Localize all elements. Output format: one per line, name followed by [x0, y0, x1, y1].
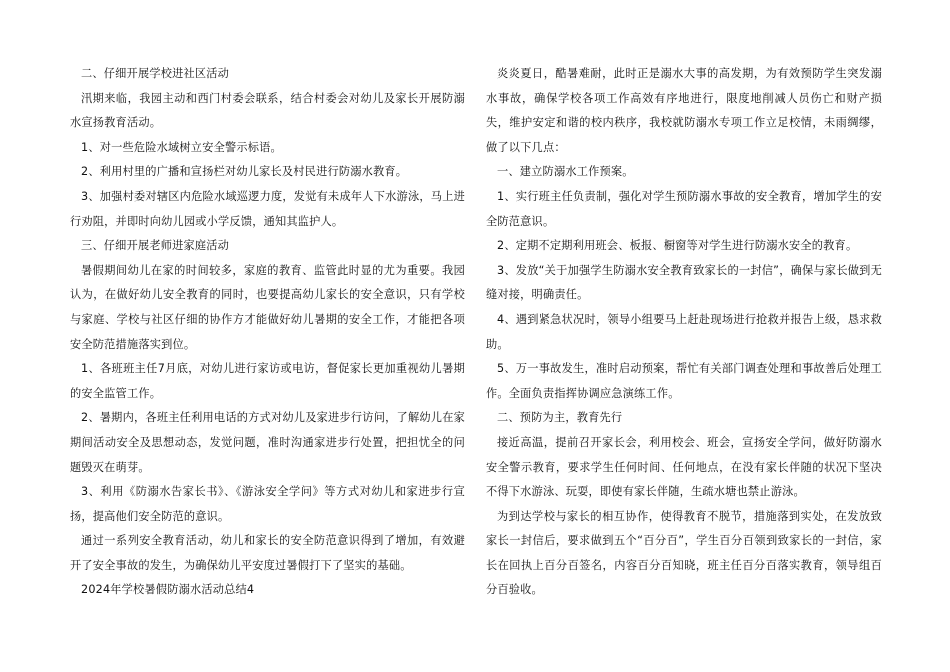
paragraph: 炎炎夏日，酷暑难耐，此时正是溺水大事的高发期，为有效预防学生突发溺水事故，确保学校各项工作高效有序地进行，限度地削减人员伤亡和财产损失，维护安定和谐的校内秩序，我校就防溺水专项工作立足校情，未雨绸缪，做了以下几点： [486, 67, 882, 154]
list-item: 1、对一些危险水域树立安全警示标语。 [81, 140, 282, 154]
list-item: 3、发放“关于加强学生防溺水安全教育致家长的一封信”，确保与家长做到无缝对接，明确责任。 [486, 263, 882, 302]
right-column [486, 62, 882, 603]
list-item: 3、利用《防溺水告家长书》、《游泳安全学问》等方式对幼儿和家进步行宣扬，提高他们安全防范的意识。 [70, 485, 465, 523]
document-title-4: 2024年学校暑假防溺水活动总结4 [81, 583, 255, 597]
list-item: 1、实行班主任负责制，强化对学生预防溺水事故的安全教育，增加学生的安全防范意识。 [486, 189, 882, 228]
left-column [70, 62, 465, 603]
section-heading-home-visit: 三、仔细开展老师进家庭活动 [81, 239, 230, 253]
list-item: 2、利用村里的广播和宣扬栏对幼儿家长及村民进行防溺水教育。 [81, 165, 408, 179]
paragraph: 通过一系列安全教育活动，幼儿和家长的安全防范意识得到了增加，有效避开了安全事故的发生，为确保幼儿平安度过暑假打下了坚实的基础。 [70, 534, 465, 572]
list-item: 2、定期不定期利用班会、板报、橱窗等对学生进行防溺水安全的教育。 [497, 239, 858, 253]
list-item: 3、加强村委对辖区内危险水域巡逻力度，发觉有未成年人下水游泳，马上进行劝阻，并即时向幼儿园或小学反馈，通知其监护人。 [70, 189, 465, 228]
list-item: 5、万一事故发生，准时启动预案，帮忙有关部门调查处理和事故善后处理工作。全面负责指挥协调应急演练工作。 [486, 362, 882, 400]
section-heading-community: 二、仔细开展学校进社区活动 [81, 67, 230, 80]
paragraph: 为到达学校与家长的相互协作，使得教育不脱节，措施落到实处，在发放致家长一封信后，要求做到五个“百分百”，学生百分百领到致家长的一封信，家长在回执上百分百签名，内容百分百知晓，班主任百分百落实教育，领导组百分百验收。 [486, 509, 882, 597]
list-item: 4、遇到紧急状况时，领导小组要马上赶赴现场进行抢救并报告上级，恳求救助。 [486, 312, 882, 351]
list-item: 2、暑期内，各班主任利用电话的方式对幼儿及家进步行访问，了解幼儿在家期间活动安全及思想动态，发觉问题，准时沟通家进步行处置，把担忧全的问题毁灭在萌芽。 [70, 411, 465, 474]
section-heading-plan: 一、建立防溺水工作预案。 [497, 165, 634, 179]
paragraph: 接近高温，提前召开家长会，利用校会、班会，宣扬安全学问，做好防溺水安全警示教育，要求学生任何时间、任何地点，在没有家长伴随的状况下坚决不得下水游泳、玩耍，即使有家长伴随，生疏水塘也禁止游泳。 [486, 435, 882, 499]
paragraph: 汛期来临，我园主动和西门村委会联系，结合村委会对幼儿及家长开展防溺水宣扬教育活动。 [70, 91, 465, 130]
list-item: 1、各班班主任7月底，对幼儿进行家访或电访，督促家长更加重视幼儿暑期的安全监管工作。 [70, 362, 465, 400]
paragraph: 暑假期间幼儿在家的时间较多，家庭的教育、监管此时显的尤为重要。我园认为，在做好幼儿安全教育的同时，也要提高幼儿家长的安全意识，只有学校与家庭、学校与社区仔细的协作方才能做好幼儿暑期的安全工作，才能把各项安全防范措施落实到位。 [70, 263, 465, 351]
section-heading-prevention: 二、预防为主，教育先行 [497, 411, 623, 425]
